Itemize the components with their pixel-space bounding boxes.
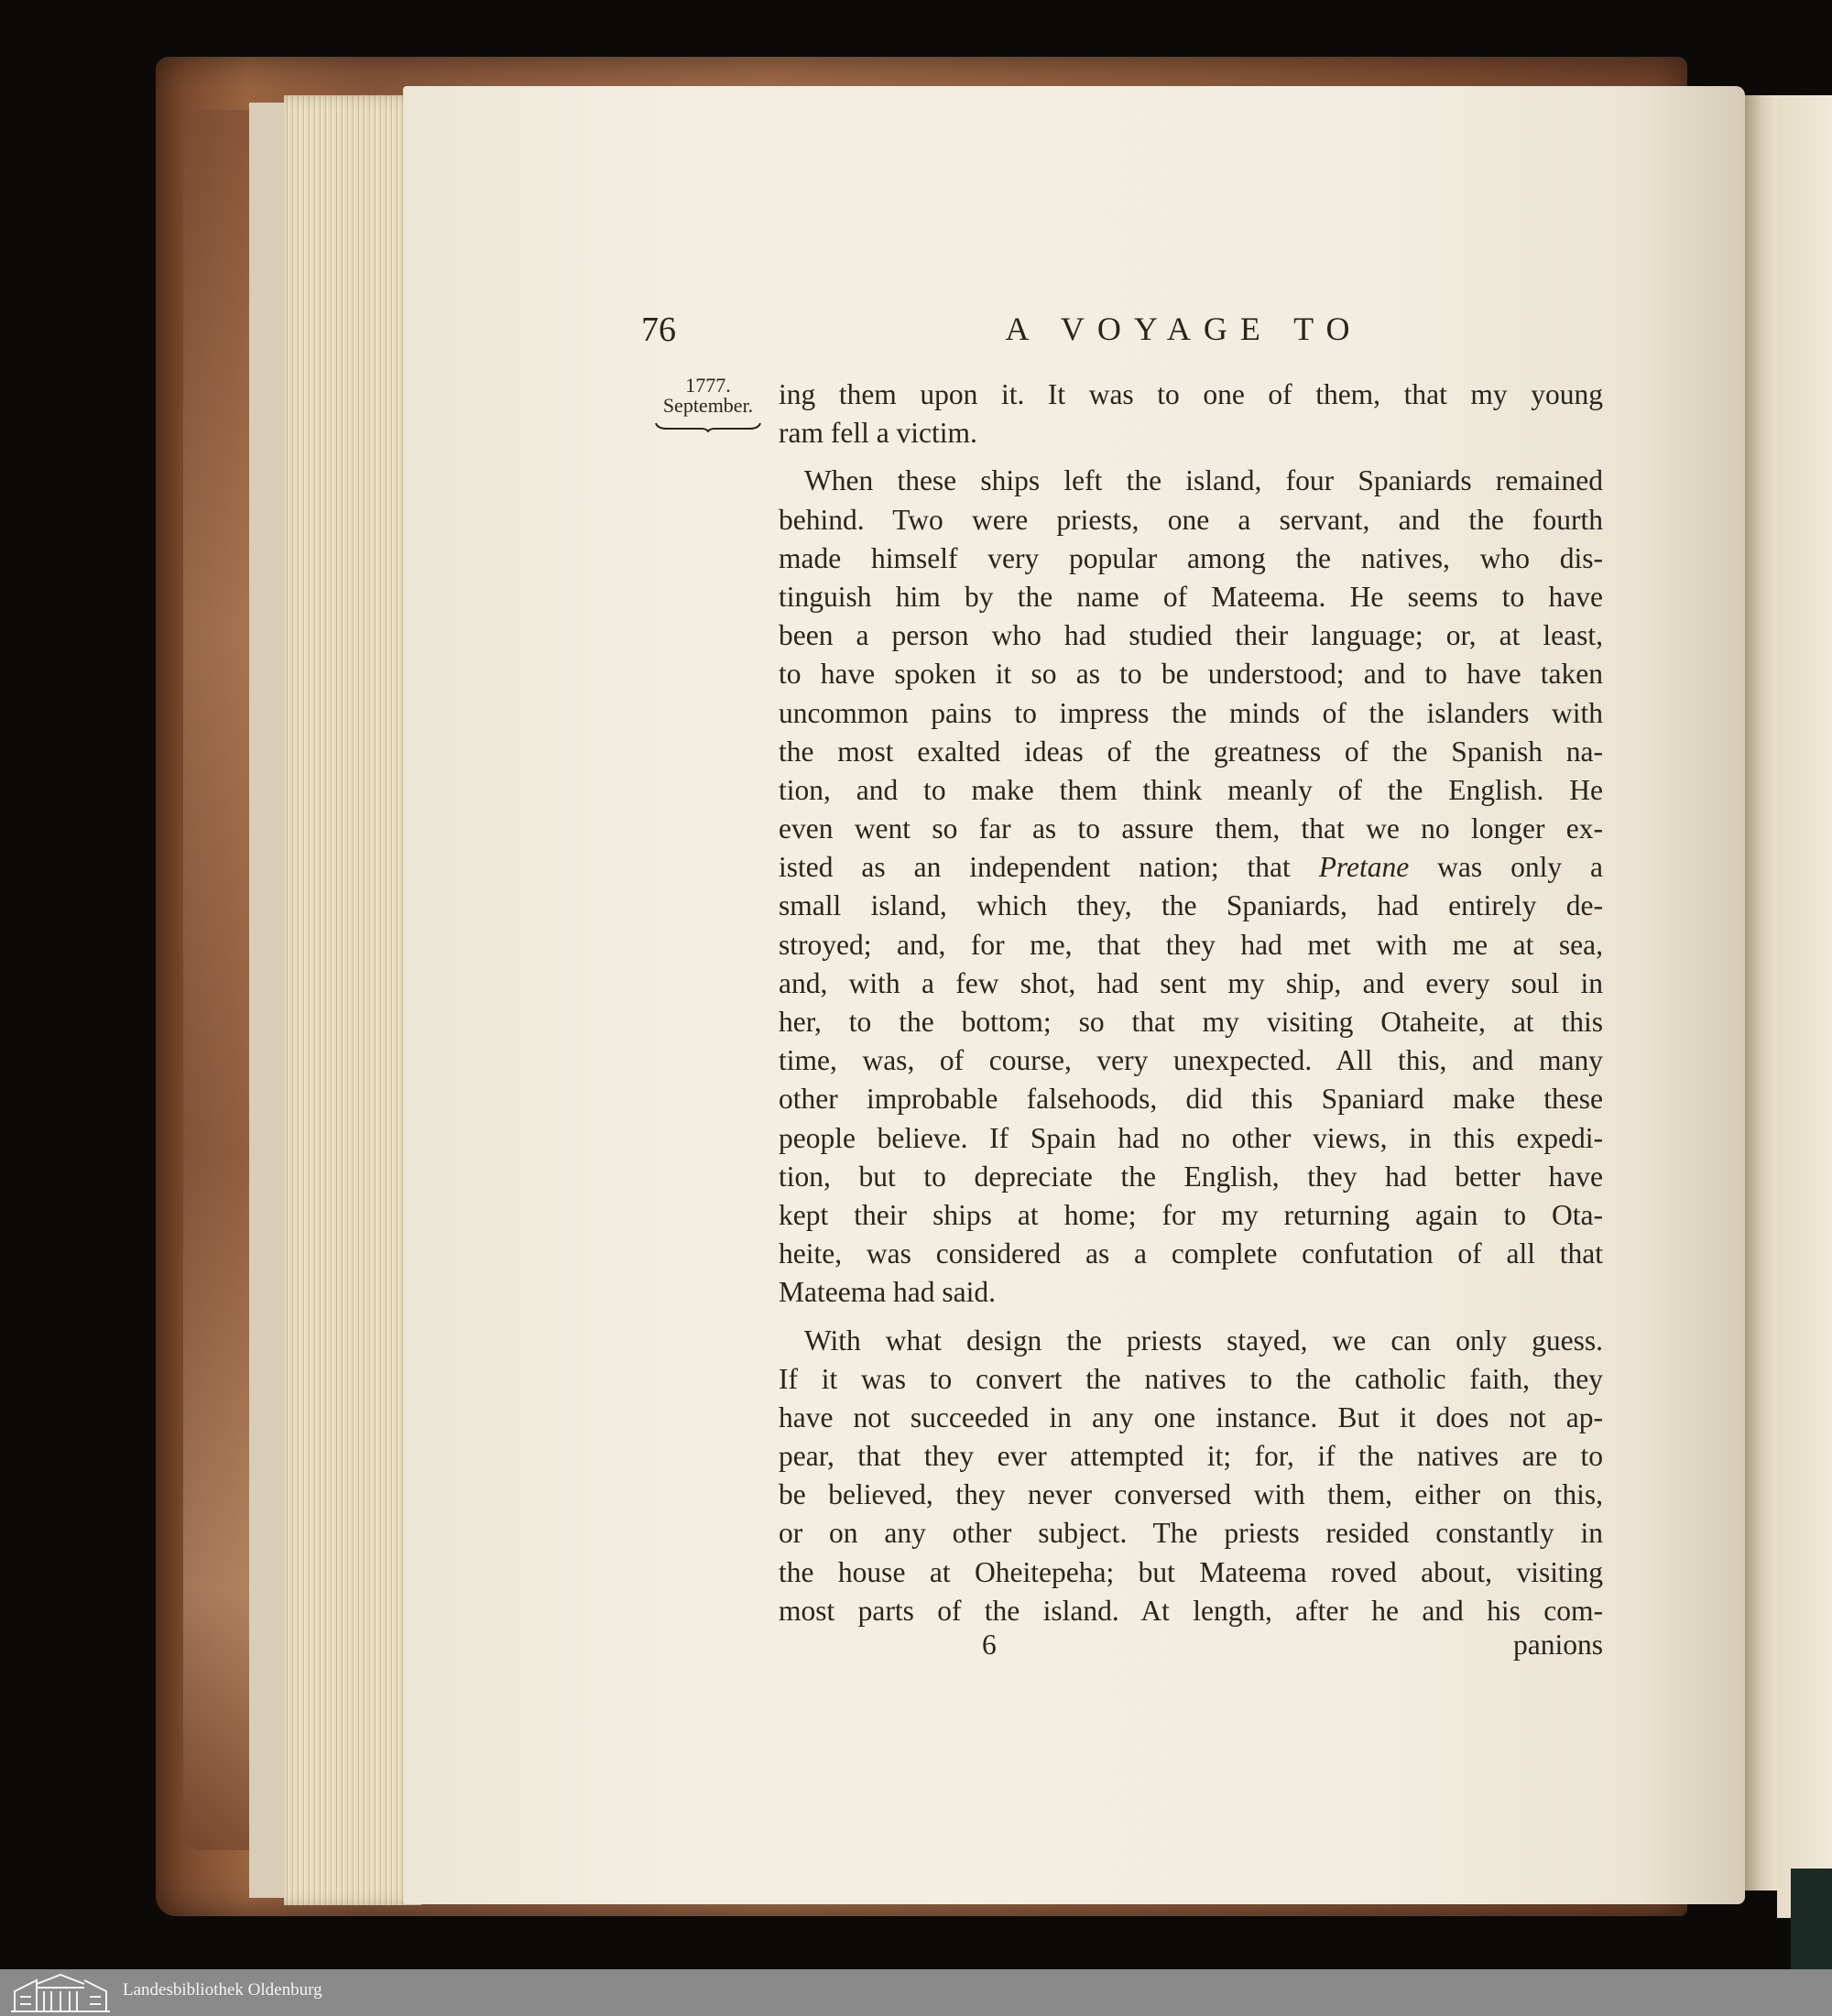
paragraph-gap	[779, 1313, 1603, 1322]
text-line: kept their ships at home; for my returning again to Ota-	[779, 1198, 1603, 1231]
library-building-icon	[9, 1973, 112, 2013]
text-line: the house at Oheitepeha; but Mateema roved about, visiting	[779, 1555, 1603, 1588]
text-line: ing them upon it. It was to one of them, that my young	[779, 378, 1603, 410]
text-line: even went so far as to assure them, that we no longer ex-	[779, 812, 1603, 845]
text-line: and, with a few shot, had sent my ship, and every soul in	[779, 966, 1603, 999]
marginal-year: 1777.	[685, 374, 731, 397]
text-line: made himself very popular among the natives, who dis-	[779, 541, 1603, 574]
text-line: small island, which they, the Spaniards, had entirely de-	[779, 889, 1603, 922]
text-line: behind. Two were priests, one a servant, and the fourth	[779, 503, 1603, 536]
marginal-date-note	[649, 376, 768, 432]
signature-mark: 6	[982, 1629, 997, 1661]
text-line: or on any other subject. The priests resided constantly in	[779, 1517, 1603, 1550]
catchword: panions	[1513, 1629, 1603, 1661]
text-line: stroyed; and, for me, that they had met with me at sea,	[779, 928, 1603, 961]
page-body-text	[779, 376, 1603, 1630]
text-line: pear, that they ever attempted it; for, if the natives are to	[779, 1440, 1603, 1473]
italic-place-name: Pretane	[1318, 851, 1410, 884]
text-line: other improbable falsehoods, did this Spaniard make these	[779, 1083, 1603, 1116]
text-line: be believed, they never conversed with them, either on this,	[779, 1478, 1603, 1511]
library-footer-bar	[0, 1969, 1832, 2016]
text-line: Mateema had said.	[779, 1276, 997, 1309]
text-line: the most exalted ideas of the greatness of the Spanish na-	[779, 735, 1603, 768]
text-line: tinguish him by the name of Mateema. He seems to have	[779, 580, 1603, 613]
page-number: 76	[641, 311, 676, 349]
paragraph-gap	[779, 452, 1603, 462]
text-line: tion, but to depreciate the English, they had better have	[779, 1160, 1603, 1193]
page-block-edge	[284, 95, 421, 1905]
text-line: have not succeeded in any one instance. But it does not ap-	[779, 1400, 1603, 1433]
text-line: time, was, of course, very unexpected. All this, and many	[779, 1044, 1603, 1077]
text-line: tion, and to make them think meanly of the English. He	[779, 773, 1603, 806]
running-title: A VOYAGE TO	[1005, 311, 1363, 347]
library-name: Landesbibliothek Oldenburg	[123, 1980, 322, 2000]
running-head	[641, 310, 1608, 354]
text-line: When these ships left the island, four Spaniards remained	[804, 464, 1603, 497]
text-line: isted as an independent nation; that Pretane was only a	[779, 851, 1603, 884]
text-line: uncommon pains to impress the minds of the islanders with	[779, 696, 1603, 729]
binding-corner	[1791, 1869, 1832, 1969]
page-footer	[779, 1629, 1603, 1669]
facing-page-edge	[1777, 95, 1832, 1918]
text-line: been a person who had studied their language; or, at least,	[779, 619, 1603, 652]
brace-ornament	[654, 420, 762, 432]
text-line: ram fell a victim.	[779, 417, 977, 450]
text-line: heite, was considered as a complete confutation of all that	[779, 1237, 1603, 1270]
marginal-month: September.	[662, 394, 754, 417]
text-line: If it was to convert the natives to the catholic faith, they	[779, 1362, 1603, 1395]
text-line: to have spoken it so as to be understood; and to have taken	[779, 658, 1603, 691]
text-line: most parts of the island. At length, after he and his com-	[779, 1594, 1603, 1627]
text-line: people believe. If Spain had no other views, in this expedi-	[779, 1121, 1603, 1154]
text-line: With what design the priests stayed, we can only guess.	[804, 1324, 1603, 1357]
text-line: her, to the bottom; so that my visiting Otaheite, at this	[779, 1006, 1603, 1038]
